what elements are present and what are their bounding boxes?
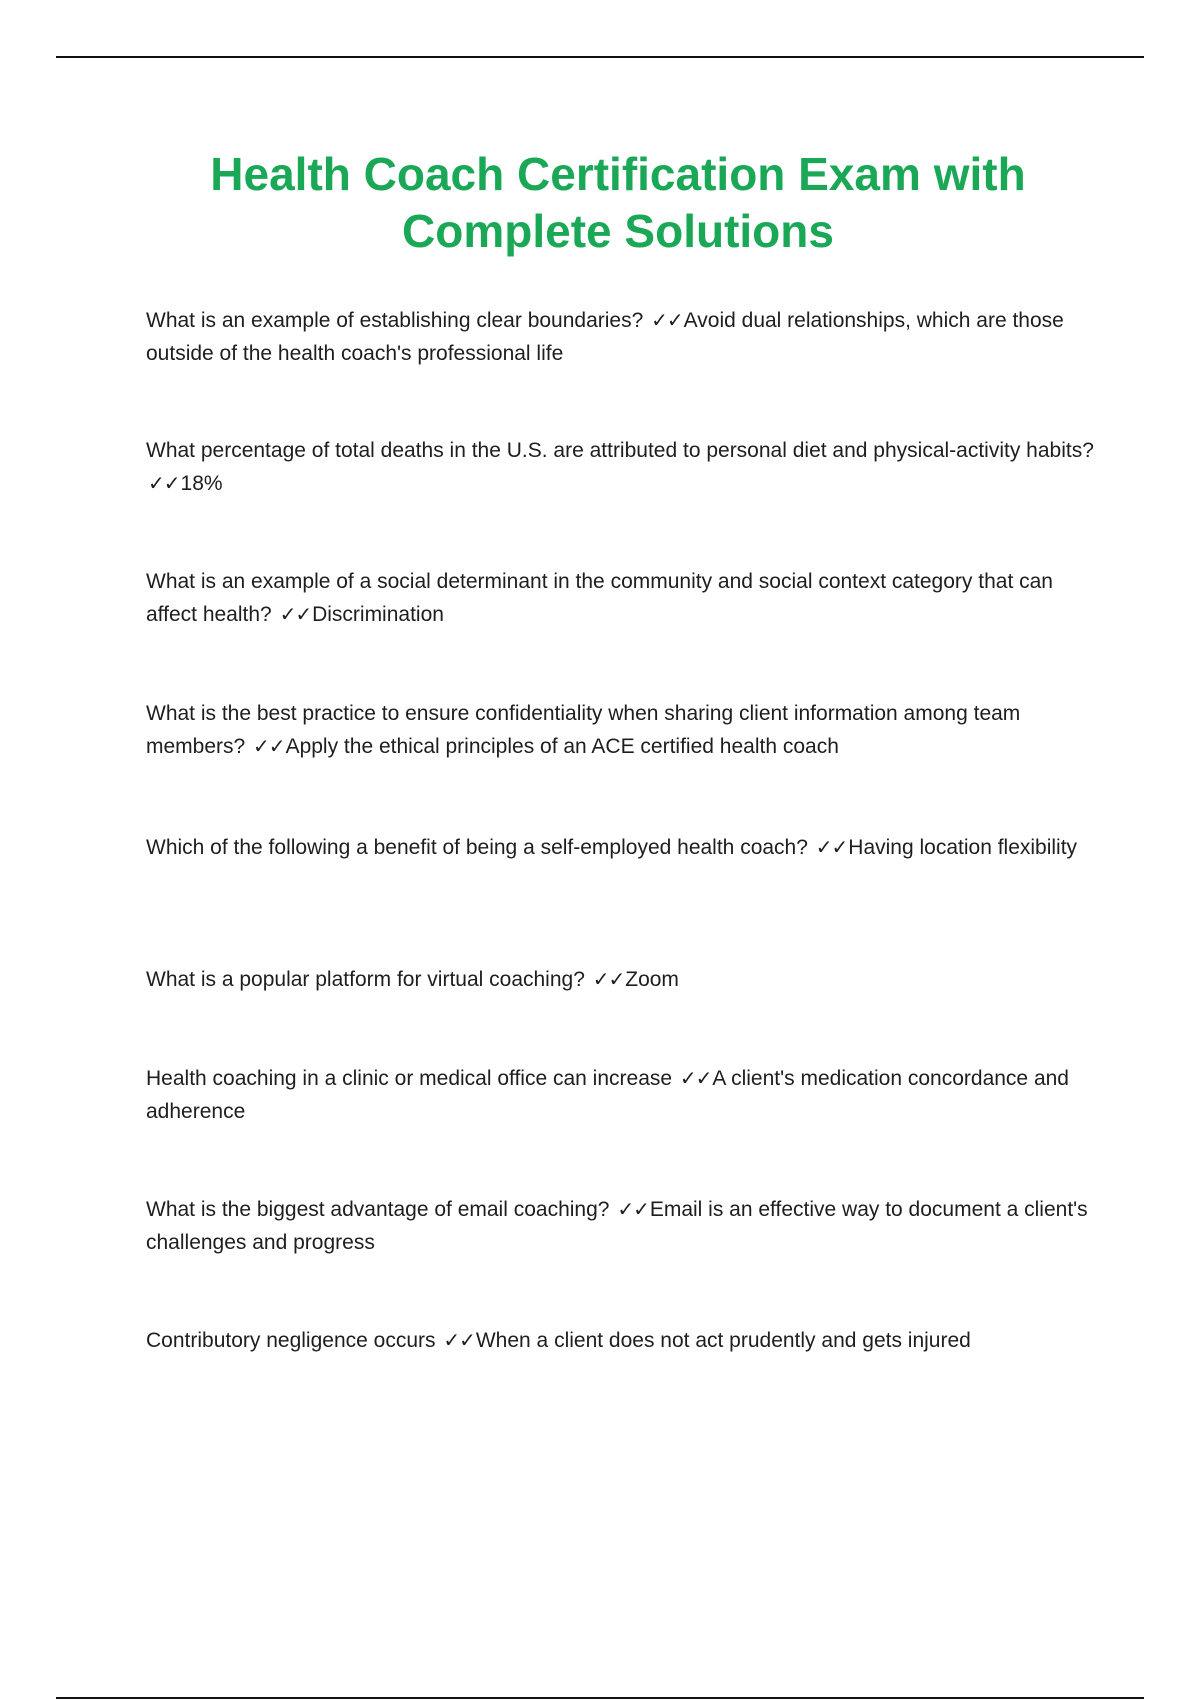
answer-text: A client's medication concordance and adherence [146, 1067, 1069, 1123]
answer-text: 18% [180, 472, 223, 495]
question-text: What is a popular platform for virtual coaching? [146, 968, 585, 991]
qa-item [146, 434, 1096, 500]
answer-text: Apply the ethical principles of an ACE certified health coach [285, 735, 839, 758]
double-check-icon: ✓✓ [443, 1328, 475, 1352]
qa-item [146, 1193, 1096, 1259]
answer-text: Email is an effective way to document a client's challenges and progress [146, 1198, 1088, 1254]
answer-text: Avoid dual relationships, which are those outside of the health coach's professional life [146, 309, 1064, 365]
page-title: Health Coach Certification Exam with Complete Solutions [210, 148, 1026, 257]
answer-text: Having location flexibility [848, 836, 1078, 859]
bottom-divider [56, 1697, 1144, 1699]
qa-item [146, 1324, 1096, 1357]
question-text: What is the biggest advantage of email coaching? [146, 1198, 610, 1221]
double-check-icon: ✓✓ [592, 967, 625, 991]
qa-item [146, 697, 1096, 763]
question-text: What percentage of total deaths in the U.S. are attributed to personal diet and physical-activity habits? [146, 439, 1094, 462]
question-text: What is an example of a social determinant in the community and social context category that can affect health? [146, 570, 1053, 626]
question-text: Contributory negligence occurs [146, 1329, 436, 1352]
question-text: What is an example of establishing clear boundaries? [146, 309, 644, 332]
qa-item [146, 831, 1096, 864]
answer-text: Discrimination [312, 603, 444, 626]
qa-item [146, 963, 1096, 996]
qa-item [146, 1062, 1096, 1128]
double-check-icon: ✓✓ [815, 835, 848, 859]
double-check-icon: ✓✓ [253, 734, 285, 758]
double-check-icon: ✓✓ [148, 471, 180, 495]
double-check-icon: ✓✓ [651, 308, 683, 332]
top-divider [56, 56, 1144, 58]
double-check-icon: ✓✓ [279, 602, 312, 626]
question-text: Which of the following a benefit of being a self-employed health coach? [146, 836, 808, 859]
double-check-icon: ✓✓ [617, 1197, 649, 1221]
answer-text: Zoom [625, 968, 679, 991]
qa-item [146, 304, 1096, 370]
question-text: What is the best practice to ensure confidentiality when sharing client information among team members? [146, 702, 1021, 758]
double-check-icon: ✓✓ [679, 1066, 712, 1090]
question-text: Health coaching in a clinic or medical office can increase [146, 1067, 673, 1090]
qa-item [146, 565, 1096, 631]
answer-text: When a client does not act prudently and gets injured [475, 1329, 971, 1352]
